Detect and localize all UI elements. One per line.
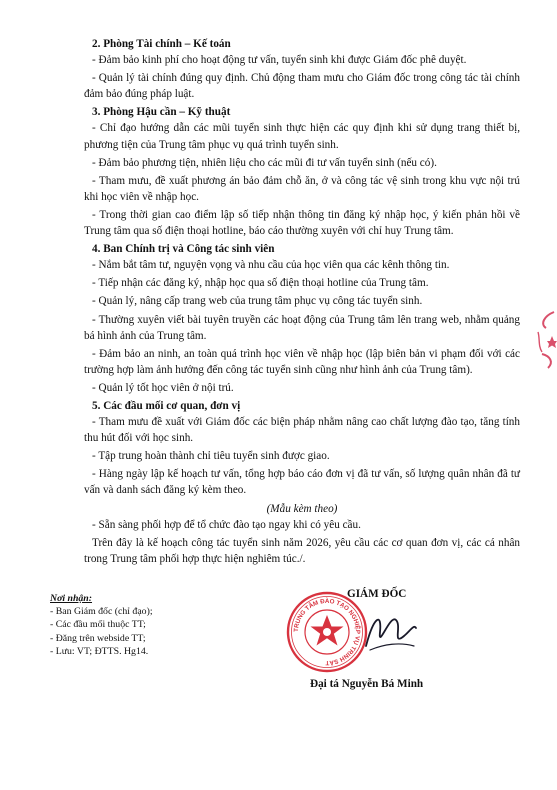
paragraph: - Sẵn sàng phối hợp để tổ chức đào tạo ngay khi có yêu cầu. — [92, 518, 361, 531]
paragraph: - Đảm bảo phương tiện, nhiên liệu cho các mũi đi tư vấn tuyển sinh (nếu có). — [92, 156, 437, 169]
recipients-title: Nơi nhận: — [50, 593, 93, 604]
seal-text: TRUNG TÂM ĐÀO TẠO NGHIỆP VỤ TRINH SÁT — [292, 597, 362, 667]
paragraph: - Quản lý, nâng cấp trang web của trung tâm phục vụ công tác tuyển sinh. — [92, 295, 423, 308]
section-heading: 2. Phòng Tài chính – Kế toán — [92, 38, 231, 50]
official-seal-icon — [285, 590, 369, 674]
paragraph: - Thường xuyên viết bài tuyên truyền các hoạt động của Trung tâm lên trang web, nhằm quảng bá hình ảnh của Trung tâm. — [84, 313, 520, 342]
section-heading: 4. Ban Chính trị và Công tác sinh viên — [92, 243, 275, 256]
recipient-item: - Các đầu mối thuộc TT; — [50, 619, 146, 631]
section-heading: 3. Phòng Hậu cần – Kỹ thuật — [92, 106, 231, 119]
paragraph: - Tham mưu đề xuất với Giám đốc các biện pháp nhằm nâng cao chất lượng đào tạo, tăng tính thu hút đối với học sinh. — [84, 416, 520, 445]
paragraph: - Tập trung hoàn thành chỉ tiêu tuyển sinh được giao. — [92, 450, 330, 463]
recipient-item: - Lưu: VT; ĐTTS. Hg14. — [50, 645, 149, 657]
closing-paragraph: Trên đây là kế hoạch công tác tuyển sinh năm 2026, yêu cầu các cơ quan đơn vị, các cá nhân trong Trung tâm phối hợp thực hiện nghiêm túc./. — [84, 536, 520, 565]
attachment-note: (Mẫu kèm theo) — [266, 502, 338, 515]
paragraph: - Tiếp nhận các đăng ký, nhập học qua số điện thoại hotline của Trung tâm. — [92, 277, 429, 290]
signer-name: Đại tá Nguyễn Bá Minh — [310, 678, 424, 690]
paragraph: - Tham mưu, đề xuất phương án bảo đảm chỗ ăn, ở và công tác vệ sinh trong khu vực nội trú khi học viên về nhập học. — [84, 174, 520, 203]
paragraph: - Trong thời gian cao điểm lập số tiếp nhận thông tin đăng ký nhập học, ý kiến phản hồi về Trung tâm qua số điện thoại hotline, báo cáo thường xuyên với chỉ huy Trung tâm. — [84, 208, 520, 238]
signature-block — [285, 588, 475, 693]
paragraph: - Quản lý tài chính đúng quy định. Chủ động tham mưu cho Giám đốc trong công tác tài chính đảm bảo đúng pháp luật. — [84, 72, 520, 101]
paragraph: - Đảm bảo kinh phí cho hoạt động tư vấn, tuyển sinh khi được Giám đốc phê duyệt. — [92, 54, 467, 67]
recipient-item: - Ban Giám đốc (chỉ đạo); — [50, 606, 153, 618]
signer-title: GIÁM ĐỐC — [347, 588, 407, 600]
section-heading: 5. Các đầu mối cơ quan, đơn vị — [92, 399, 241, 412]
paragraph: - Hàng ngày lập kế hoạch tư vấn, tổng hợp báo cáo đơn vị đã tư vấn, số lượng quân nhân đã tư vấn và danh sách đăng ký kèm theo. — [84, 468, 520, 497]
paragraph: - Nắm bắt tâm tư, nguyện vọng và nhu cầu của học viên qua các kênh thông tin. — [92, 259, 450, 272]
recipients-block — [50, 592, 250, 658]
paragraph: - Chỉ đạo hướng dẫn các mũi tuyển sinh thực hiện các quy định khi sử dụng trang thiết bị, phương tiện của Trung tâm phục vụ quá trình tuyển sinh. — [84, 122, 520, 151]
edge-stamp-icon — [534, 310, 557, 374]
recipient-item: - Đăng trên webside TT; — [50, 632, 146, 644]
paragraph: - Quản lý tốt học viên ở nội trú. — [92, 381, 234, 394]
handwritten-signature-icon — [360, 606, 420, 658]
document-body — [84, 36, 520, 567]
paragraph: - Đảm bảo an ninh, an toàn quá trình học viên về nhập học (lập biên bản vi phạm đối với các trường hợp làm ảnh hưởng đến công tác tuyển sinh cũng như hình ảnh của Trung tâm). — [84, 347, 520, 376]
